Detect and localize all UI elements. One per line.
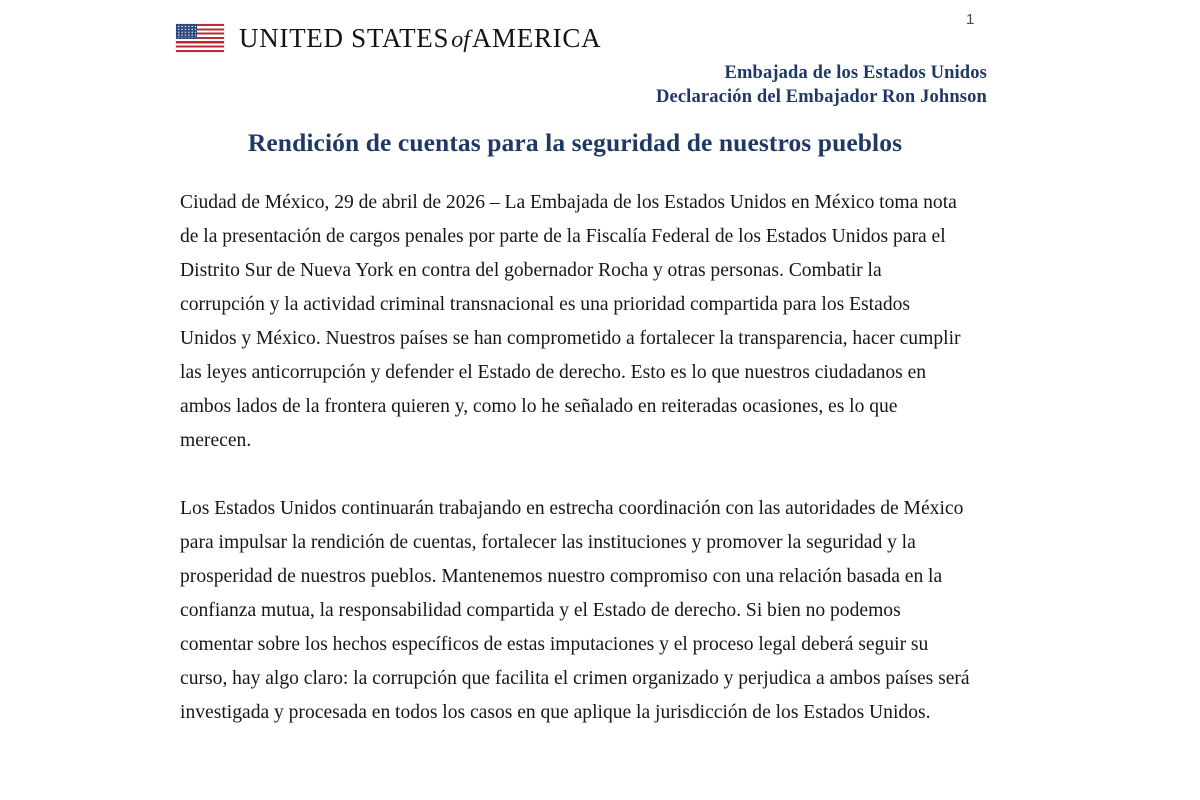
page-number: 1: [966, 11, 975, 28]
statement-body: [180, 186, 971, 730]
flag-canton: [176, 24, 197, 39]
page-title: Rendición de cuentas para la seguridad de nuestros pueblos: [247, 128, 903, 157]
embassy-name: Embajada de los Estados Unidos: [724, 63, 987, 83]
wordmark-united-states: UNITED STATES: [239, 22, 450, 53]
embassy-header: [420, 62, 987, 109]
wordmark-of: of: [451, 26, 470, 53]
paragraph-1: Ciudad de México, 29 de abril de 2026 – La Embajada de los Estados Unidos en México toma nota de la presentación de cargos penales por parte de la Fiscalía Federal de los Estados Unidos para el Distrito Sur de Nueva York en contra del gobernador Rocha y otras personas. Combatir la corrupción y la actividad criminal transnacional es una prioridad compartida para los Estados Unidos y México. Nuestros países se han comprometido a fortalecer la transparencia, hacer cumplir las leyes anticorrupción y defender el Estado de derecho. Esto es lo que nuestros ciudadanos en ambos lados de la frontera quieren y, como lo he señalado en reiteradas ocasiones, es lo que merecen.: [180, 192, 961, 451]
wordmark-america: AMERICA: [471, 22, 602, 53]
paragraph-2: Los Estados Unidos continuarán trabajando en estrecha coordinación con las autoridades de México para impulsar la rendición de cuentas, fortalecer las instituciones y promover la seguridad y la prosperidad de nuestros pueblos. Mantenemos nuestro compromiso con una relación basada en la confianza mutua, la responsabilidad compartida y el Estado de derecho. Si bien no podemos comentar sobre los hechos específicos de estas imputaciones y el proceso legal deberá seguir su curso, hay algo claro: la corrupción que facilita el crimen organizado y perjudica a ambos países será investigada y procesada en todos los casos en que aplique la jurisdicción de los Estados Unidos.: [180, 498, 970, 723]
wordmark: [239, 22, 602, 53]
statement-subtitle: Declaración del Embajador Ron Johnson: [655, 86, 987, 107]
us-flag-icon: [176, 24, 224, 52]
brand-lockup: [176, 24, 601, 52]
